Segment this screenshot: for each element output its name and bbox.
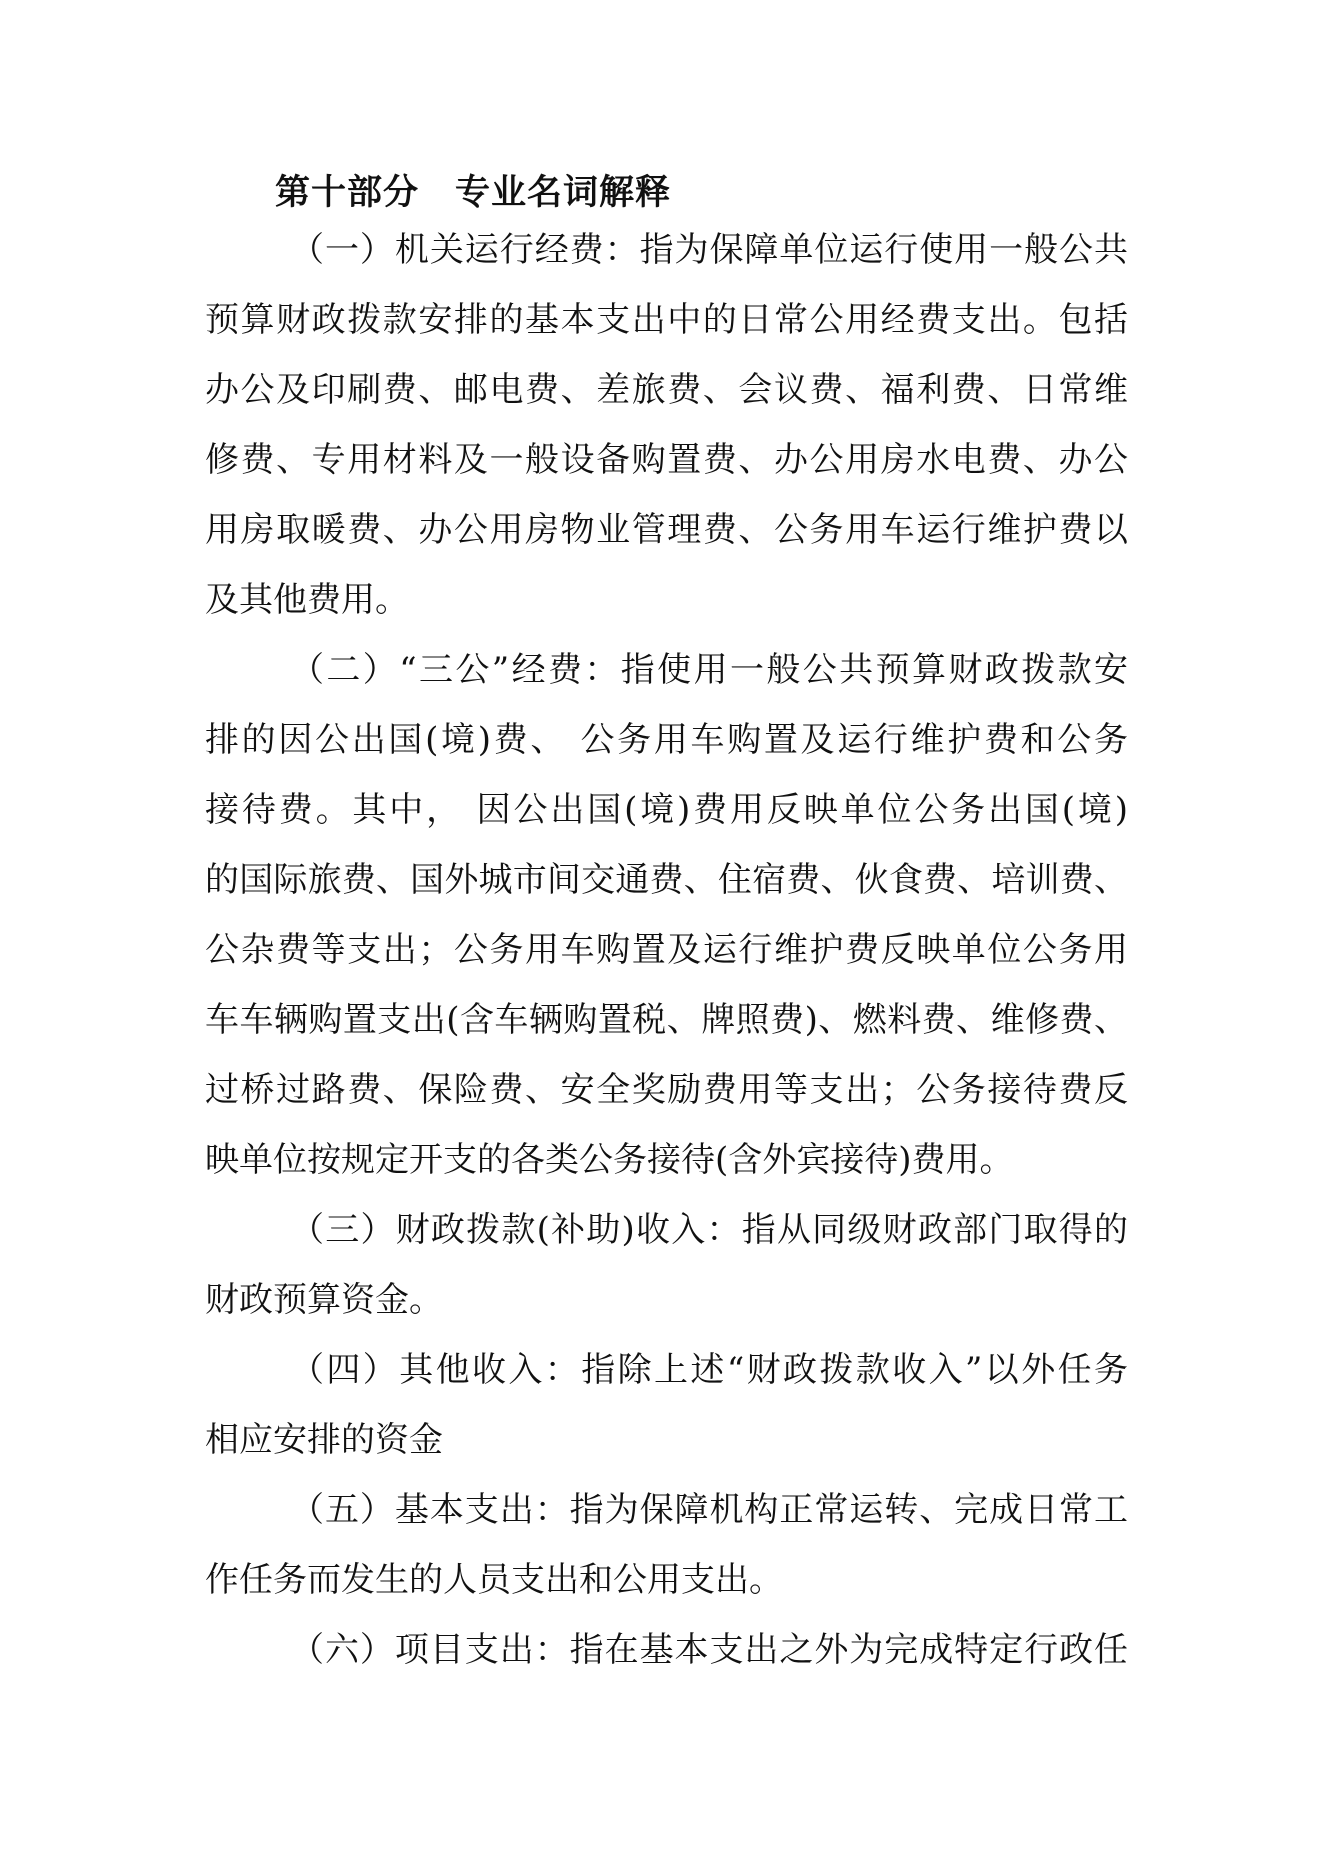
text-line: 财政预算资金。 xyxy=(205,1280,443,1320)
text-line: 车车辆购置支出(含车辆购置税、牌照费)、燃料费、维修费、 xyxy=(205,1000,1128,1040)
text-line: （三）财政拨款(补助)收入：指从同级财政部门取得的 xyxy=(290,1210,1128,1250)
text-line: 排的因公出国(境)费、 公务用车购置及运行维护费和公务 xyxy=(205,720,1128,760)
text-line: （一）机关运行经费：指为保障单位运行使用一般公共 xyxy=(290,230,1128,270)
text-line: 用房取暖费、办公用房物业管理费、公务用车运行维护费以 xyxy=(205,510,1128,550)
text-line: （二）“三公”经费：指使用一般公共预算财政拨款安 xyxy=(290,650,1128,690)
text-line: 接待费。其中， 因公出国(境)费用反映单位公务出国(境) xyxy=(205,790,1128,830)
text-line: 修费、专用材料及一般设备购置费、办公用房水电费、办公 xyxy=(205,440,1128,480)
text-line: 映单位按规定开支的各类公务接待(含外宾接待)费用。 xyxy=(205,1140,1014,1180)
text-line: 相应安排的资金 xyxy=(205,1420,443,1460)
text-line: （六）项目支出：指在基本支出之外为完成特定行政任 xyxy=(290,1630,1128,1670)
text-line: 预算财政拨款安排的基本支出中的日常公用经费支出。包括 xyxy=(205,300,1128,340)
text-line: （四）其他收入：指除上述“财政拨款收入”以外任务 xyxy=(290,1350,1128,1390)
text-line: 公杂费等支出；公务用车购置及运行维护费反映单位公务用 xyxy=(205,930,1128,970)
text-line: 及其他费用。 xyxy=(205,580,409,620)
section-heading: 第十部分 专业名词解释 xyxy=(275,173,672,213)
text-line: 的国际旅费、国外城市间交通费、住宿费、伙食费、培训费、 xyxy=(205,860,1128,900)
text-line: 作任务而发生的人员支出和公用支出。 xyxy=(205,1560,783,1600)
text-line: （五）基本支出：指为保障机构正常运转、完成日常工 xyxy=(290,1490,1128,1530)
text-line: 办公及印刷费、邮电费、差旅费、会议费、福利费、日常维 xyxy=(205,370,1128,410)
text-line: 过桥过路费、保险费、安全奖励费用等支出；公务接待费反 xyxy=(205,1070,1128,1110)
